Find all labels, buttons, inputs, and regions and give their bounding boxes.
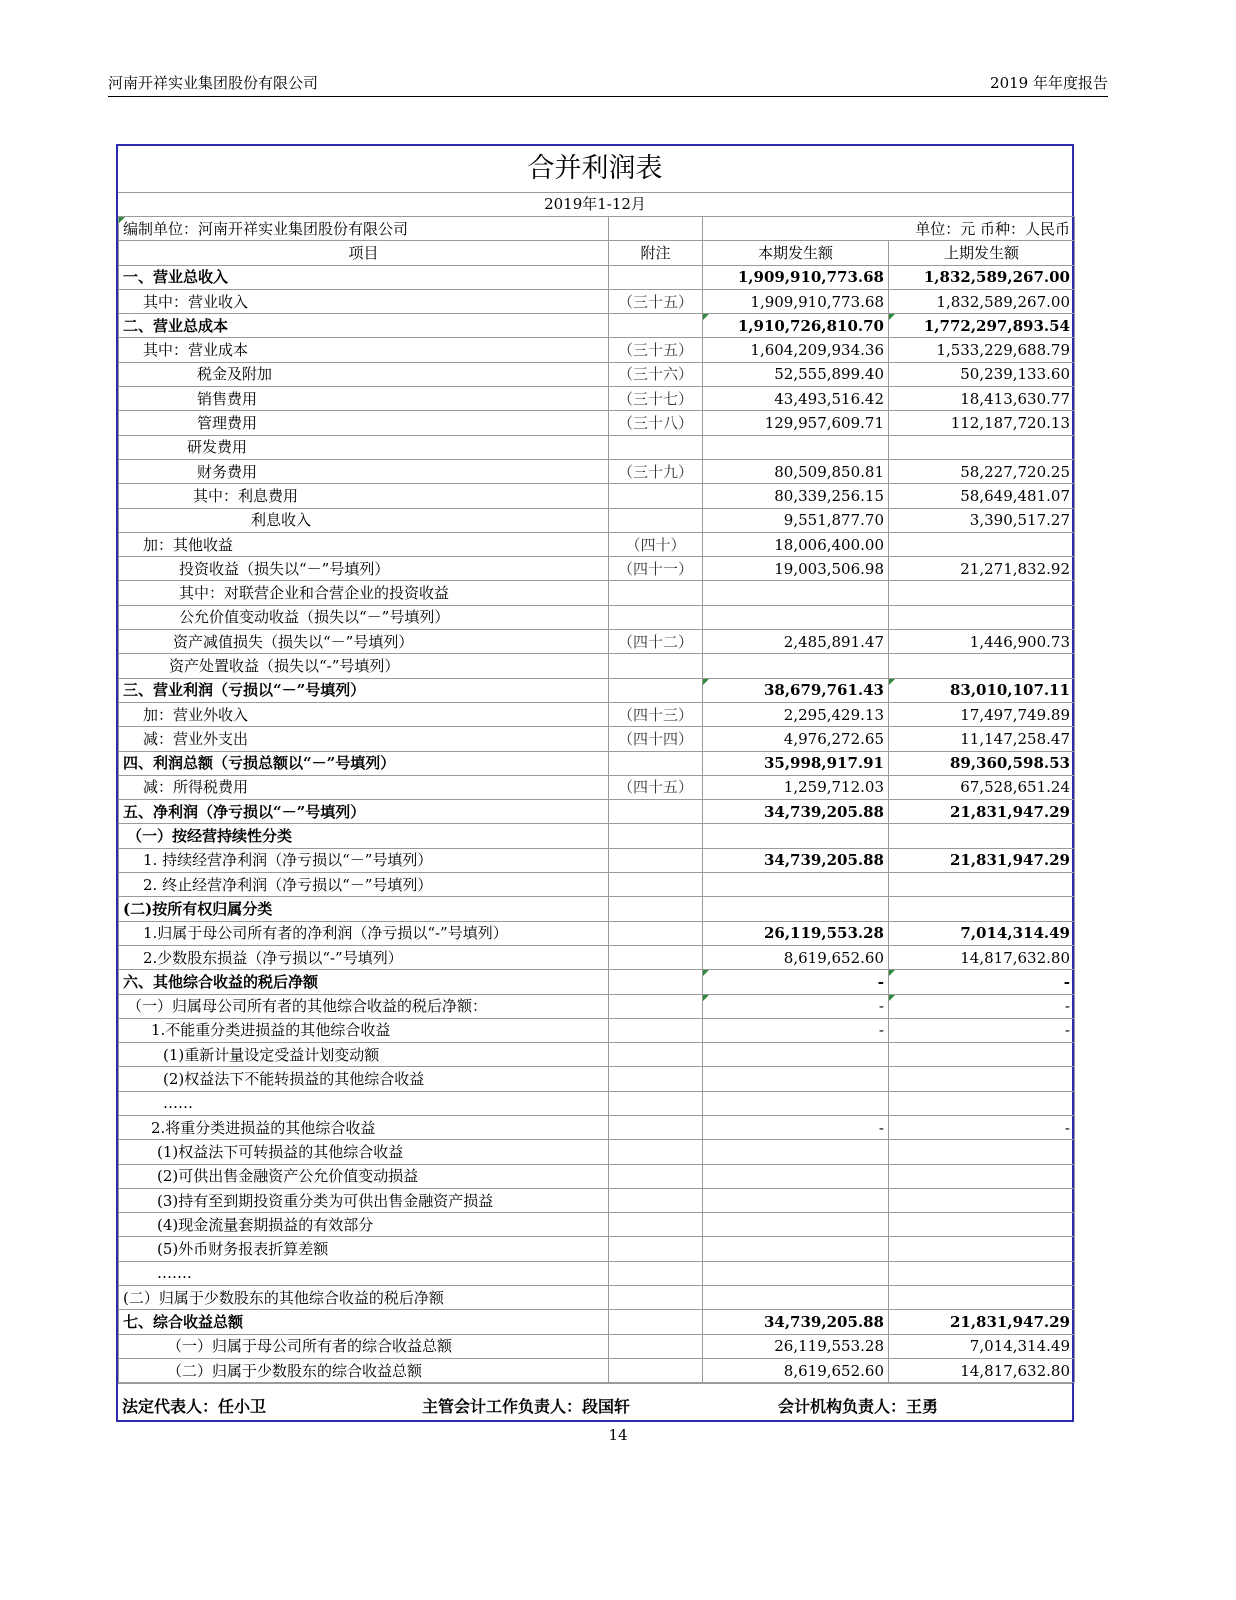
table-row	[119, 1261, 1075, 1285]
row-note	[609, 1164, 703, 1188]
row-note	[609, 824, 703, 848]
row-previous: 21,271,832.92	[889, 557, 1075, 581]
row-item: (5)外币财务报表折算差额	[119, 1237, 609, 1261]
row-note: （四十五）	[609, 775, 703, 799]
row-current: 129,957,609.71	[703, 411, 889, 435]
page-number: 14	[608, 1426, 628, 1444]
table-row	[119, 945, 1075, 969]
row-current	[703, 435, 889, 459]
table-row	[119, 289, 1075, 313]
row-current: -	[703, 994, 889, 1018]
row-item: 减：所得税费用	[119, 775, 609, 799]
table-row	[119, 1067, 1075, 1091]
row-note	[609, 1115, 703, 1139]
row-note	[609, 1043, 703, 1067]
row-previous: 89,360,598.53	[889, 751, 1075, 775]
row-previous	[889, 897, 1075, 921]
row-item: 管理费用	[119, 411, 609, 435]
row-current	[703, 824, 889, 848]
table-row	[119, 1237, 1075, 1261]
row-previous	[889, 1091, 1075, 1115]
row-current: -	[703, 970, 889, 994]
row-current: 52,555,899.40	[703, 362, 889, 386]
row-current	[703, 1043, 889, 1067]
row-current: 9,551,877.70	[703, 508, 889, 532]
row-item: （一）归属于母公司所有者的综合收益总额	[119, 1334, 609, 1358]
table-row	[119, 921, 1075, 945]
row-previous: -	[889, 994, 1075, 1018]
row-previous: 3,390,517.27	[889, 508, 1075, 532]
table-row	[119, 1043, 1075, 1067]
row-current: 34,739,205.88	[703, 848, 889, 872]
row-note: （三十六）	[609, 362, 703, 386]
table-row	[119, 1140, 1075, 1164]
row-previous: 58,227,720.25	[889, 459, 1075, 483]
report-name: 2019 年年度报告	[990, 74, 1108, 92]
row-note	[609, 1334, 703, 1358]
row-item: 四、利润总额（亏损总额以“－”号填列）	[119, 751, 609, 775]
row-item: 1.归属于母公司所有者的净利润（净亏损以“-”号填列）	[119, 921, 609, 945]
row-current	[703, 1140, 889, 1164]
row-note	[609, 1067, 703, 1091]
row-item: (1)权益法下可转损益的其他综合收益	[119, 1140, 609, 1164]
row-current: 80,339,256.15	[703, 484, 889, 508]
row-item: 资产减值损失（损失以“－”号填列）	[119, 630, 609, 654]
row-note	[609, 800, 703, 824]
row-item: 三、营业利润（亏损以“－”号填列）	[119, 678, 609, 702]
row-note	[609, 654, 703, 678]
row-note	[609, 1188, 703, 1212]
row-item: (2)权益法下不能转损益的其他综合收益	[119, 1067, 609, 1091]
page-header	[108, 70, 1108, 97]
row-previous: 21,831,947.29	[889, 1310, 1075, 1334]
row-current	[703, 1286, 889, 1310]
table-row	[119, 1091, 1075, 1115]
row-item: (3)持有至到期投资重分类为可供出售金融资产损益	[119, 1188, 609, 1212]
row-note: （四十四）	[609, 727, 703, 751]
table-row	[119, 557, 1075, 581]
col-previous: 上期发生额	[889, 241, 1075, 265]
table-row	[119, 1334, 1075, 1358]
row-current	[703, 1237, 889, 1261]
row-item: 二、营业总成本	[119, 314, 609, 338]
row-item: 其中：对联营企业和合营企业的投资收益	[119, 581, 609, 605]
table-row	[119, 824, 1075, 848]
row-note	[609, 1310, 703, 1334]
table-row	[119, 1115, 1075, 1139]
row-previous: 21,831,947.29	[889, 848, 1075, 872]
row-note	[609, 435, 703, 459]
row-item: 2.少数股东损益（净亏损以“-”号填列）	[119, 945, 609, 969]
row-note	[609, 314, 703, 338]
row-previous: 1,832,589,267.00	[889, 265, 1075, 289]
row-previous	[889, 873, 1075, 897]
row-current	[703, 1213, 889, 1237]
row-previous: -	[889, 1115, 1075, 1139]
row-item: 销售费用	[119, 387, 609, 411]
legal-representative: 法定代表人：任小卫	[122, 1397, 267, 1416]
row-current: 26,119,553.28	[703, 921, 889, 945]
row-current	[703, 654, 889, 678]
row-previous: 18,413,630.77	[889, 387, 1075, 411]
row-previous: -	[889, 970, 1075, 994]
row-current: 1,909,910,773.68	[703, 289, 889, 313]
row-note: （四十一）	[609, 557, 703, 581]
row-current: 4,976,272.65	[703, 727, 889, 751]
table-row	[119, 678, 1075, 702]
table-row	[119, 605, 1075, 629]
row-item: 税金及附加	[119, 362, 609, 386]
row-previous	[889, 532, 1075, 556]
table-row	[119, 581, 1075, 605]
row-item: 一、营业总收入	[119, 265, 609, 289]
row-note	[609, 873, 703, 897]
table-row	[119, 1358, 1075, 1382]
row-previous	[889, 654, 1075, 678]
table-row	[119, 362, 1075, 386]
row-previous	[889, 1237, 1075, 1261]
row-item: 公允价值变动收益（损失以“－”号填列）	[119, 605, 609, 629]
row-item: (二）归属于少数股东的其他综合收益的税后净额	[119, 1286, 609, 1310]
row-previous: 58,649,481.07	[889, 484, 1075, 508]
table-row	[119, 873, 1075, 897]
row-previous: 14,817,632.80	[889, 1358, 1075, 1382]
row-current	[703, 873, 889, 897]
col-current: 本期发生额	[703, 241, 889, 265]
row-item: （一）归属母公司所有者的其他综合收益的税后净额：	[119, 994, 609, 1018]
column-header-row	[119, 241, 1075, 265]
row-item: 利息收入	[119, 508, 609, 532]
row-previous	[889, 1164, 1075, 1188]
table-row	[119, 1018, 1075, 1042]
row-item: 1.不能重分类进损益的其他综合收益	[119, 1018, 609, 1042]
row-current	[703, 581, 889, 605]
row-note	[609, 970, 703, 994]
row-item: 投资收益（损失以“－”号填列）	[119, 557, 609, 581]
row-item: 七、综合收益总额	[119, 1310, 609, 1334]
row-note	[609, 1261, 703, 1285]
row-previous: 11,147,258.47	[889, 727, 1075, 751]
row-previous	[889, 1286, 1075, 1310]
row-note: （三十九）	[609, 459, 703, 483]
row-current: 2,485,891.47	[703, 630, 889, 654]
row-previous: 14,817,632.80	[889, 945, 1075, 969]
row-current	[703, 1164, 889, 1188]
table-row	[119, 435, 1075, 459]
row-note	[609, 1091, 703, 1115]
row-item: 2.将重分类进损益的其他综合收益	[119, 1115, 609, 1139]
row-note: （四十）	[609, 532, 703, 556]
table-row	[119, 800, 1075, 824]
prepared-by-row	[119, 217, 1075, 241]
statement-period: 2019年1-12月	[544, 195, 646, 213]
row-current: 34,739,205.88	[703, 800, 889, 824]
row-previous	[889, 605, 1075, 629]
row-current	[703, 1188, 889, 1212]
row-note	[609, 1140, 703, 1164]
row-previous: 1,533,229,688.79	[889, 338, 1075, 362]
row-note: （三十八）	[609, 411, 703, 435]
table-row	[119, 994, 1075, 1018]
table-row	[119, 1213, 1075, 1237]
table-row	[119, 411, 1075, 435]
row-previous: 112,187,720.13	[889, 411, 1075, 435]
row-note	[609, 751, 703, 775]
row-previous: 1,832,589,267.00	[889, 289, 1075, 313]
row-item: 其中：营业收入	[119, 289, 609, 313]
row-current: 34,739,205.88	[703, 1310, 889, 1334]
row-current	[703, 1091, 889, 1115]
row-note: （三十五）	[609, 289, 703, 313]
row-note: （四十三）	[609, 702, 703, 726]
statement-table	[118, 216, 1075, 1383]
row-item: (二)按所有权归属分类	[119, 897, 609, 921]
row-previous	[889, 435, 1075, 459]
table-row	[119, 848, 1075, 872]
row-previous: -	[889, 1018, 1075, 1042]
row-previous: 7,014,314.49	[889, 921, 1075, 945]
statement-title: 合并利润表	[118, 146, 1072, 193]
table-row	[119, 630, 1075, 654]
table-row	[119, 459, 1075, 483]
row-item: 1. 持续经营净利润（净亏损以“－”号填列）	[119, 848, 609, 872]
row-previous	[889, 1067, 1075, 1091]
row-item: 2. 终止经营净利润（净亏损以“－”号填列）	[119, 873, 609, 897]
row-item: 六、其他综合收益的税后净额	[119, 970, 609, 994]
row-note	[609, 848, 703, 872]
table-row	[119, 338, 1075, 362]
row-current	[703, 897, 889, 921]
row-previous	[889, 1140, 1075, 1164]
col-note: 附注	[609, 241, 703, 265]
row-current: 26,119,553.28	[703, 1334, 889, 1358]
row-item: 其中：营业成本	[119, 338, 609, 362]
col-item: 项目	[119, 241, 609, 265]
row-note	[609, 484, 703, 508]
table-row	[119, 1286, 1075, 1310]
row-previous: 21,831,947.29	[889, 800, 1075, 824]
row-note	[609, 1237, 703, 1261]
row-previous: 50,239,133.60	[889, 362, 1075, 386]
row-previous: 83,010,107.11	[889, 678, 1075, 702]
row-current: -	[703, 1115, 889, 1139]
row-current: 1,604,209,934.36	[703, 338, 889, 362]
row-item: 加：其他收益	[119, 532, 609, 556]
row-current: 1,259,712.03	[703, 775, 889, 799]
income-statement	[116, 144, 1074, 1422]
signature-footer	[118, 1383, 1072, 1422]
row-note: （三十七）	[609, 387, 703, 411]
row-note	[609, 508, 703, 532]
row-item: 加：营业外收入	[119, 702, 609, 726]
row-note: （三十五）	[609, 338, 703, 362]
row-previous: 1,772,297,893.54	[889, 314, 1075, 338]
row-current: -	[703, 1018, 889, 1042]
row-previous	[889, 824, 1075, 848]
row-previous: 1,446,900.73	[889, 630, 1075, 654]
company-name: 河南开祥实业集团股份有限公司	[108, 74, 319, 92]
row-previous	[889, 581, 1075, 605]
table-row	[119, 387, 1075, 411]
currency-unit: 单位：元 币种：人民币	[703, 217, 1075, 241]
table-row	[119, 970, 1075, 994]
row-current	[703, 605, 889, 629]
row-previous: 17,497,749.89	[889, 702, 1075, 726]
row-note	[609, 1213, 703, 1237]
table-row	[119, 702, 1075, 726]
row-note	[609, 1286, 703, 1310]
row-previous	[889, 1213, 1075, 1237]
row-item: ……	[119, 1091, 609, 1115]
table-row	[119, 897, 1075, 921]
row-previous: 7,014,314.49	[889, 1334, 1075, 1358]
row-current: 2,295,429.13	[703, 702, 889, 726]
row-current: 8,619,652.60	[703, 945, 889, 969]
table-row	[119, 654, 1075, 678]
row-current: 1,909,910,773.68	[703, 265, 889, 289]
table-row	[119, 508, 1075, 532]
row-item: （二）归属于少数股东的综合收益总额	[119, 1358, 609, 1382]
table-row	[119, 484, 1075, 508]
row-current	[703, 1261, 889, 1285]
table-row	[119, 1164, 1075, 1188]
row-current	[703, 1067, 889, 1091]
row-current: 18,006,400.00	[703, 532, 889, 556]
row-current: 8,619,652.60	[703, 1358, 889, 1382]
row-previous	[889, 1188, 1075, 1212]
row-item: (4)现金流量套期损益的有效部分	[119, 1213, 609, 1237]
row-note	[609, 921, 703, 945]
row-previous: 67,528,651.24	[889, 775, 1075, 799]
table-row	[119, 265, 1075, 289]
table-row	[119, 314, 1075, 338]
row-note	[609, 994, 703, 1018]
table-row	[119, 532, 1075, 556]
institution-head: 会计机构负责人：王勇	[778, 1397, 939, 1416]
row-note	[609, 1358, 703, 1382]
row-note	[609, 945, 703, 969]
table-row	[119, 1188, 1075, 1212]
row-note	[609, 1018, 703, 1042]
row-previous	[889, 1261, 1075, 1285]
row-note	[609, 897, 703, 921]
row-note	[609, 605, 703, 629]
table-row	[119, 751, 1075, 775]
row-note: （四十二）	[609, 630, 703, 654]
table-row	[119, 727, 1075, 751]
prepared-by: 编制单位：河南开祥实业集团股份有限公司	[119, 217, 609, 241]
row-item: 财务费用	[119, 459, 609, 483]
row-current: 19,003,506.98	[703, 557, 889, 581]
row-item: 五、净利润（净亏损以“－”号填列）	[119, 800, 609, 824]
table-row	[119, 1310, 1075, 1334]
row-note	[609, 265, 703, 289]
row-item: (1)重新计量设定受益计划变动额	[119, 1043, 609, 1067]
row-current: 1,910,726,810.70	[703, 314, 889, 338]
row-previous	[889, 1043, 1075, 1067]
row-item: 资产处置收益（损失以“-”号填列）	[119, 654, 609, 678]
row-item: 减：营业外支出	[119, 727, 609, 751]
row-current: 38,679,761.43	[703, 678, 889, 702]
row-item: 研发费用	[119, 435, 609, 459]
row-note	[609, 678, 703, 702]
accounting-head: 主管会计工作负责人：段国轩	[422, 1397, 631, 1416]
row-item: …….	[119, 1261, 609, 1285]
row-current: 35,998,917.91	[703, 751, 889, 775]
row-note	[609, 581, 703, 605]
row-current: 43,493,516.42	[703, 387, 889, 411]
row-current: 80,509,850.81	[703, 459, 889, 483]
table-row	[119, 775, 1075, 799]
row-item: (2)可供出售金融资产公允价值变动损益	[119, 1164, 609, 1188]
row-item: 其中：利息费用	[119, 484, 609, 508]
row-item: （一）按经营持续性分类	[119, 824, 609, 848]
